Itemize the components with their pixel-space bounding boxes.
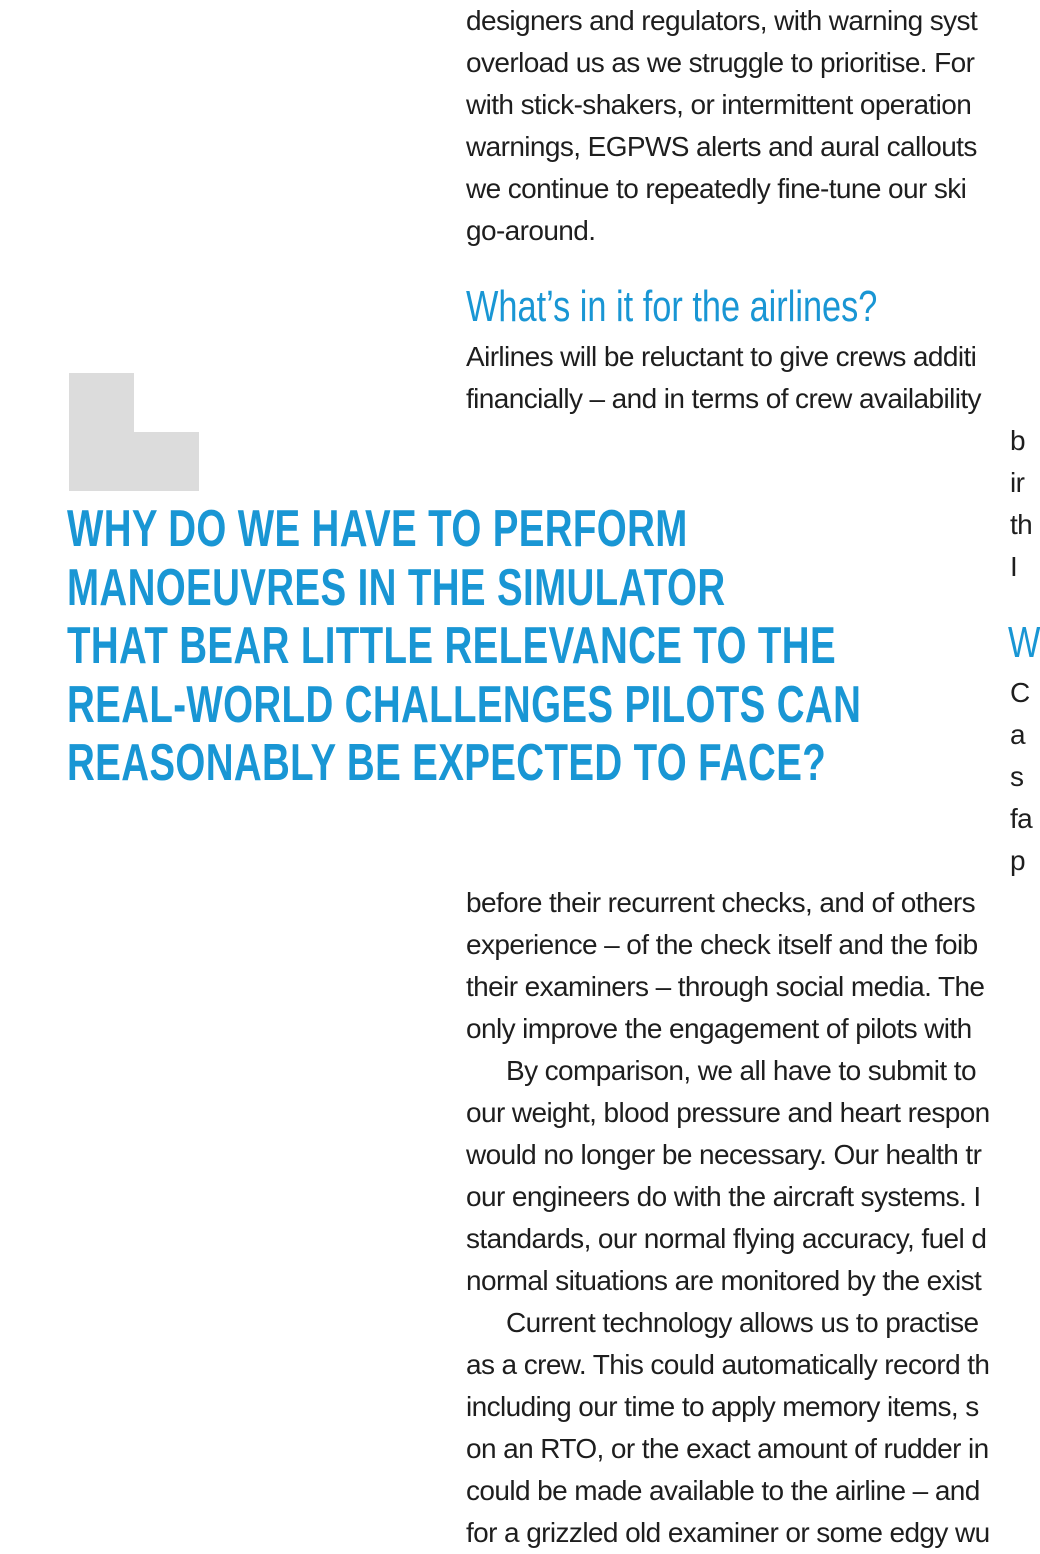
body-text-line: for a grizzled old examiner or some edgy wu <box>466 1517 990 1548</box>
body-text-line: we continue to repeatedly fine-tune our ski <box>466 173 967 204</box>
pullquote <box>67 500 881 793</box>
pullquote-line: REAL-WORLD CHALLENGES PILOTS CAN <box>67 675 862 734</box>
body-text-line: including our time to apply memory items, s <box>466 1391 979 1422</box>
pullquote-line: MANOEUVRES IN THE SIMULATOR <box>67 558 726 617</box>
body-text-line: go-around. <box>466 215 596 246</box>
body-text-fragment: fa <box>1010 803 1033 834</box>
body-text-line: standards, our normal flying accuracy, fuel d <box>466 1223 987 1254</box>
body-text-line: normal situations are monitored by the exist <box>466 1265 982 1296</box>
body-text-fragment: b <box>1010 425 1025 456</box>
body-text-line: overload us as we struggle to prioritise. For <box>466 47 975 78</box>
body-text-line: would no longer be necessary. Our health tr <box>466 1139 982 1170</box>
body-text-line: experience – of the check itself and the foib <box>466 929 978 960</box>
pullquote-line: REASONABLY BE EXPECTED TO FACE? <box>67 734 827 792</box>
body-text-line: only improve the engagement of pilots with <box>466 1013 972 1044</box>
body-text-line: could be made available to the airline – and <box>466 1475 980 1506</box>
body-text-line: warnings, EGPWS alerts and aural callouts <box>466 131 977 162</box>
section-heading-partial: W <box>1008 618 1040 667</box>
body-text-fragment: s <box>1010 761 1024 792</box>
body-text-line: as a crew. This could automatically record th <box>466 1349 990 1380</box>
section-heading-airlines: What’s in it for the airlines? <box>466 282 878 331</box>
pullquote-mark-icon <box>69 373 199 491</box>
body-text-line: designers and regulators, with warning syst <box>466 5 978 36</box>
body-text-fragment: ir <box>1010 467 1025 498</box>
body-text-line: By comparison, we all have to submit to <box>506 1055 976 1086</box>
body-text-line: their examiners – through social media. The <box>466 971 985 1002</box>
body-text-fragment: p <box>1010 845 1025 876</box>
body-text-fragment: a <box>1010 719 1025 750</box>
body-text-line: on an RTO, or the exact amount of rudder in <box>466 1433 989 1464</box>
body-text-line: with stick-shakers, or intermittent operation <box>466 89 972 120</box>
body-text-line: Current technology allows us to practise <box>506 1307 979 1338</box>
body-text-line: our engineers do with the aircraft systems. I <box>466 1181 981 1212</box>
body-text-line: Airlines will be reluctant to give crews additi <box>466 341 977 372</box>
body-text-fragment: C <box>1010 677 1030 708</box>
body-text-line: our weight, blood pressure and heart respon <box>466 1097 990 1128</box>
body-text-fragment: I <box>1010 551 1018 582</box>
pullquote-line: WHY DO WE HAVE TO PERFORM <box>67 500 688 558</box>
pullquote-line: THAT BEAR LITTLE RELEVANCE TO THE <box>67 617 836 675</box>
body-text-line: before their recurrent checks, and of others <box>466 887 975 918</box>
body-text-line: financially – and in terms of crew availability <box>466 383 981 414</box>
body-text-fragment: th <box>1010 509 1033 540</box>
